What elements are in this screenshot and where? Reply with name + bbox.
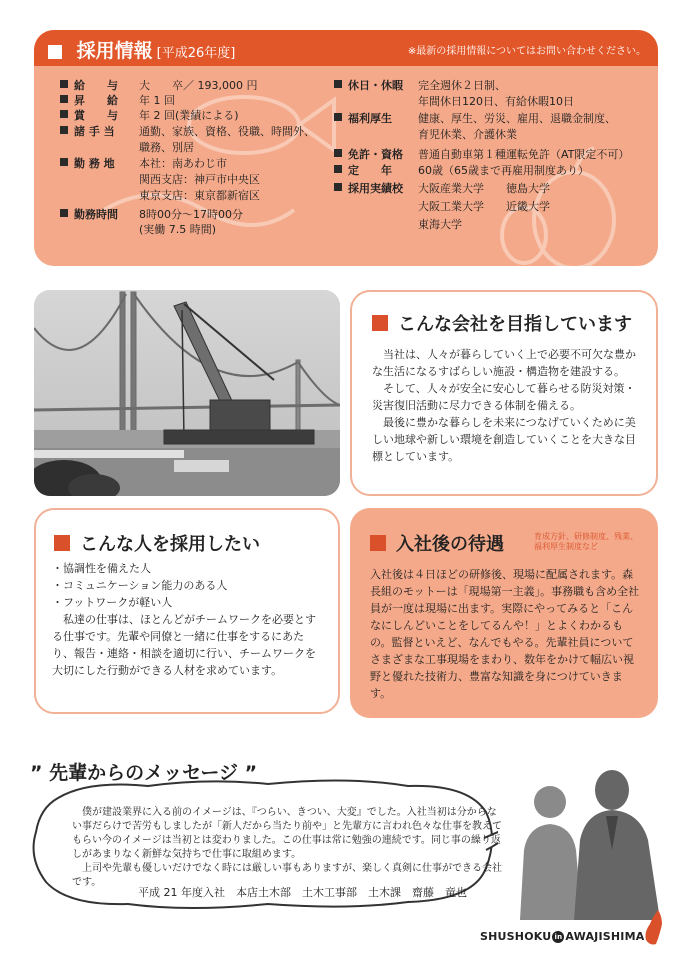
after-joining-subnote: 育成方針、研修制度、残業、 福利厚生制度など [534,532,638,551]
info-value: 本社：南あわじ市 [139,157,227,170]
footer-brand-logo: SHUSHOKU in AWAJISHIMA [480,930,645,943]
bullet-icon [60,110,68,118]
after-joining-heading: 入社後の待遇 [370,530,504,556]
info-value: 大阪産業大学 徳島大学 [418,182,550,195]
info-value: 年 2 回(業績による) [139,109,239,122]
info-value: 年間休日120日、有給休暇10日 [418,95,574,108]
info-key: 定 年 [334,164,392,178]
company-goal-heading: こんな会社を目指しています [372,310,632,336]
info-value: 完全週休２日制、 [418,79,506,92]
info-key: 免許・資格 [334,148,403,162]
paragraph: そして、人々が安全に安心して暮らせる防災対策・災害復旧活動に尽力できる体制を備える。 [372,382,636,412]
bullet-item: ・コミュニケーション能力のある人 [52,579,228,592]
after-joining-text: 入社後は４日ほどの研修後、現場に配属されます。森長組のモットーは「現場第一主義」。事務職も含め全社員が一度は現場に出ます。実際にやってみると「こんなにしんどいことをしてるんや！」とよくわかるもの。監督といえど、なんでもやる。先輩社員についてさまざまな工事現場をまわり、数年をかけて幅広い視野と優れた技術力、豊富な知識を身につけていきます。 [370,568,640,700]
bullet-icon [60,95,68,103]
square-bullet-icon [372,315,388,331]
bullet-icon [334,165,342,173]
info-key: 勤 務 地 [60,157,115,171]
info-key: 諸 手 当 [60,125,115,139]
info-value: 年 1 回 [139,94,175,107]
info-value: 東京支店：東京都新宿区 [139,189,260,202]
paragraph: 私達の仕事は、ほとんどがチームワークを必要とする仕事です。先輩や同僚と一緒に仕事をするにあたり、報告・連絡・相談を適切に行い、チームワークを大切にした行動ができる人材を求めています。 [52,613,316,677]
info-key: 賞 与 [60,109,118,123]
crane-photo-illustration [34,290,340,496]
bullet-icon [60,80,68,88]
info-value: 普通自動車第１種運転免許（AT限定不可） [418,148,630,161]
info-value: 大 卒／ 193,000 円 [139,79,258,92]
recruitment-info-panel [34,30,658,266]
bullet-icon [334,183,342,191]
bullet-icon [334,113,342,121]
paragraph: 僕が建設業界に入る前のイメージは、『つらい、きつい、大変』でした。入社当初は分からない事だらけで苦労もしましたが「新人だから当たり前や」と先輩方に言われ色々な仕事を教えてもらい今のイメージは当初とは変わりました。この仕事は常に勉強の連続です。同じ事の繰り返しがあまりなく新鮮な気持ちで仕事に取組めます。 [72,807,502,860]
bullet-item: ・協調性を備えた人 [52,562,151,575]
info-value: (実働 7.5 時間) [139,223,217,236]
bullet-icon [334,80,342,88]
ideal-candidate-card [34,508,340,714]
after-joining-card [350,508,658,718]
recruitment-title: 採用情報 [平成26年度] [48,36,235,63]
info-value: 東海大学 [418,218,462,231]
info-value: 健康、厚生、労災、雇用、退職金制度、 [418,112,616,125]
recruitment-left-column [34,30,658,266]
bullet-icon [334,149,342,157]
info-key: 給 与 [60,79,118,93]
info-value: 大阪工業大学 近畿大学 [418,200,550,213]
bullet-icon [60,158,68,166]
info-key: 昇 給 [60,94,118,108]
bullet-icon [60,209,68,217]
bullet-icon [60,126,68,134]
paragraph: 上司や先輩も優しいだけでなく時には厳しい事もありますが、楽しく真剣に仕事ができる会社です。 [72,863,502,888]
info-value: 8時00分～17時00分 [139,208,243,221]
info-key: 福利厚生 [334,112,392,126]
info-value: 通勤、家族、資格、役職、時間外、 [139,125,315,138]
ideal-candidate-text [52,560,324,679]
company-goal-text [372,346,642,465]
senior-message-title: ” 先輩からのメッセージ ” [30,762,258,784]
senior-message-signature: 平成 21 年度入社 本店土木部 土木工事部 土木課 齋藤 竜也 [138,886,467,899]
square-bullet-icon [370,535,386,551]
info-value: 60歳（65歳まで再雇用制度あり） [418,164,589,177]
info-key: 勤務時間 [60,208,118,222]
info-key: 採用実績校 [334,182,403,196]
paragraph: 最後に豊かな暮らしを未来につなげていくために美しい地球や新しい環境を創造していくことを大きな目標としています。 [372,416,636,463]
info-value: 育児休業、介護休業 [418,128,517,141]
info-value: 関西支店：神戸市中央区 [139,173,260,186]
senior-message-body [72,806,502,890]
bullet-item: ・フットワークが軽い人 [52,596,173,609]
awaji-island-icon [640,908,664,948]
square-bullet-icon [54,535,70,551]
paragraph: 当社は、人々が暮らしていく上で必要不可欠な豊かな生活になるすばらしい施設・構造物を建設する。 [372,348,636,378]
recruitment-note: ※最新の採用情報についてはお問い合わせください。 [407,46,646,57]
info-value: 職務、別居 [139,141,194,154]
ideal-candidate-heading: こんな人を採用したい [54,530,260,556]
business-people-silhouette-icon [510,760,670,920]
info-key: 休日・休暇 [334,79,403,93]
crane-bridge-photo [34,290,340,496]
company-goal-card [350,290,658,496]
